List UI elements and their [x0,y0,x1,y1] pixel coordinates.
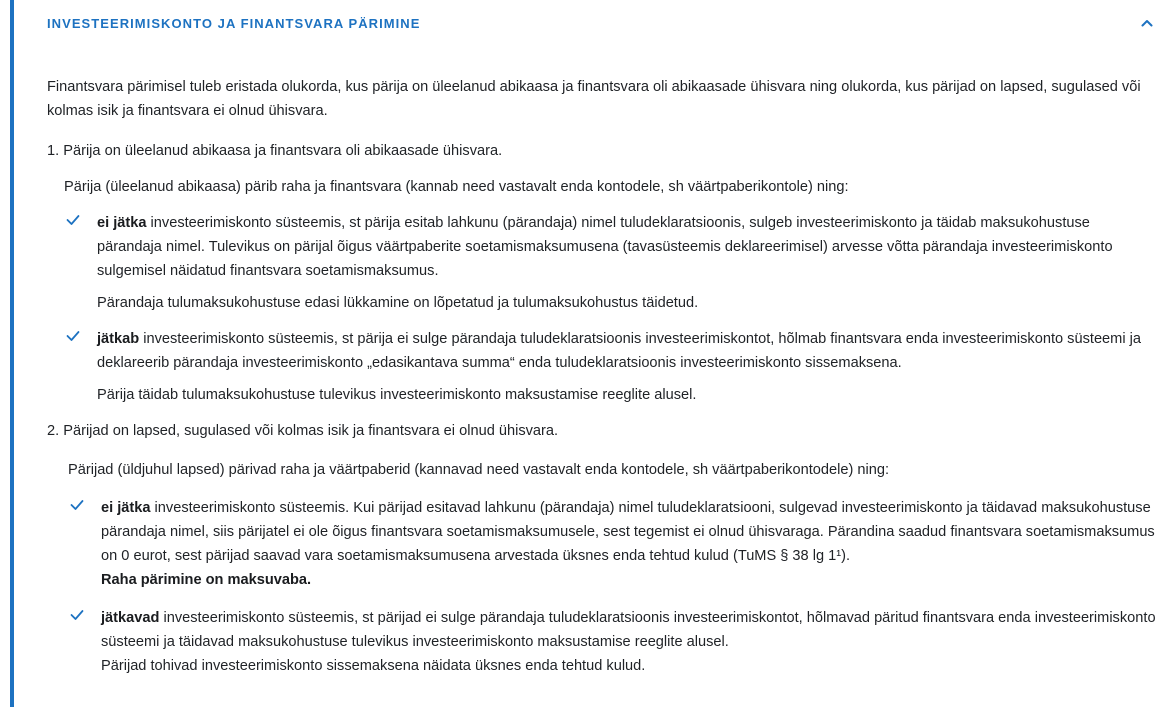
checkmark-icon [66,213,80,227]
list-item-keyword: ei jätka [101,500,151,516]
list-item-text [97,211,1157,283]
list-item-note: Pärija täidab tulumaksukohustuse tulevikus investeerimiskonto maksustamise reeglite alusel. [97,387,697,403]
list-item-text [101,606,1157,678]
accordion-title[interactable]: INVESTEERIMISKONTO JA FINANTSVARA PÄRIMINE [47,16,421,31]
section-1-sub-intro: Pärija (üleelanud abikaasa) pärib raha ja finantsvara (kannab need vastavalt enda kontodele, sh väärtpaberikontole) ning: [64,179,849,195]
checkmark-icon [70,498,84,512]
accordion-header[interactable] [14,0,1173,48]
section-2 [47,419,1157,678]
list-item-keyword: ei jätka [97,215,147,231]
list-item-text [101,496,1157,592]
list-item [47,496,1157,592]
list-item-keyword: jätkavad [101,610,160,626]
section-2-heading [47,419,1157,443]
list-item-body: investeerimiskonto süsteemis. Kui pärijad esitavad lahkunu (pärandaja) nimel tuludeklaratsiooni, sulgevad investeerimiskonto ja täidavad maksukohustuse pärandaja nimel, siis pärijatel ei ole õigus finantsvara soetamismaksumusele, sest tegemist ei olnud ühisvaraga. Pärandina saadud finantsvara soetamismaksumus on 0 eurot, sest pärijad saavad vara soetamismaksumusena arvestada üksnes enda tehtud kulud (TuMS § 38 lg 1¹). [101,500,1155,564]
list-item [47,606,1157,678]
chevron-up-icon[interactable] [1140,16,1154,30]
checkmark-icon [70,608,84,622]
section-2-number: 2. [47,423,60,439]
list-item-keyword: jätkab [97,331,140,347]
section-1-heading-text: Pärija on üleelanud abikaasa ja finantsvara oli abikaasade ühisvara. [63,143,503,159]
accordion-accent-bar [10,0,14,707]
list-item-note: Pärandaja tulumaksukohustuse edasi lükkamine on lõpetatud ja tulumaksukohustus täidetud. [97,295,699,311]
list-item [47,327,1157,407]
list-item-text [97,327,1157,375]
section-2-heading-text: Pärijad on lapsed, sugulased või kolmas isik ja finantsvara ei olnud ühisvara. [63,423,559,439]
list-item-body: investeerimiskonto süsteemis, st pärijad ei sulge pärandaja tuludeklaratsioonis investeerimiskontot, hõlmavad päritud finantsvara enda investeerimiskonto süsteemi ja täidavad maksukohustuse tulevikus investeerimiskonto maksustamise reeglite alusel. [101,610,1156,650]
intro-paragraph: Finantsvara pärimisel tuleb eristada olukorda, kus pärija on üleelanud abikaasa ja finantsvara oli abikaasade ühisvara ning olukorda, kus pärijad on lapsed, sugulased või kolmas isik ja finantsvara ei olnud ühisvara. [47,79,1141,119]
section-1-number: 1. [47,143,60,159]
section-1 [47,139,1157,407]
section-1-heading [47,139,1157,163]
checkmark-icon [66,329,80,343]
list-item [47,211,1157,315]
list-item-bold-tail: Raha pärimine on maksuvaba. [101,572,312,588]
list-item-body: investeerimiskonto süsteemis, st pärija esitab lahkunu (pärandaja) nimel tuludeklaratsioonis, sulgeb investeerimiskonto ja täidab maksukohustuse pärandaja nimel. Tulevikus on pärijal õigus väärtpaberite soetamismaksumusena (tavasüsteemis deklareerimisel) arvesse võtta pärandaja investeerimiskonto sulgemisel näidatud finantsvara soetamismaksumus. [97,215,1113,279]
accordion-content [47,75,1157,678]
list-item-tail: Pärijad tohivad investeerimiskonto sissemaksena näidata üksnes enda tehtud kulud. [101,658,646,674]
list-item-body: investeerimiskonto süsteemis, st pärija ei sulge pärandaja tuludeklaratsioonis investeerimiskontot, hõlmab finantsvara enda investeerimiskonto süsteemi ja deklareerib pärandaja investeerimiskonto „edasikantava summa“ enda tuludeklaratsioonis investeerimiskonto sissemaksena. [97,331,1141,371]
section-2-sub-intro: Pärijad (üldjuhul lapsed) pärivad raha ja väärtpaberid (kannavad need vastavalt enda kontodele, sh väärtpaberikontodele) ning: [68,462,890,478]
